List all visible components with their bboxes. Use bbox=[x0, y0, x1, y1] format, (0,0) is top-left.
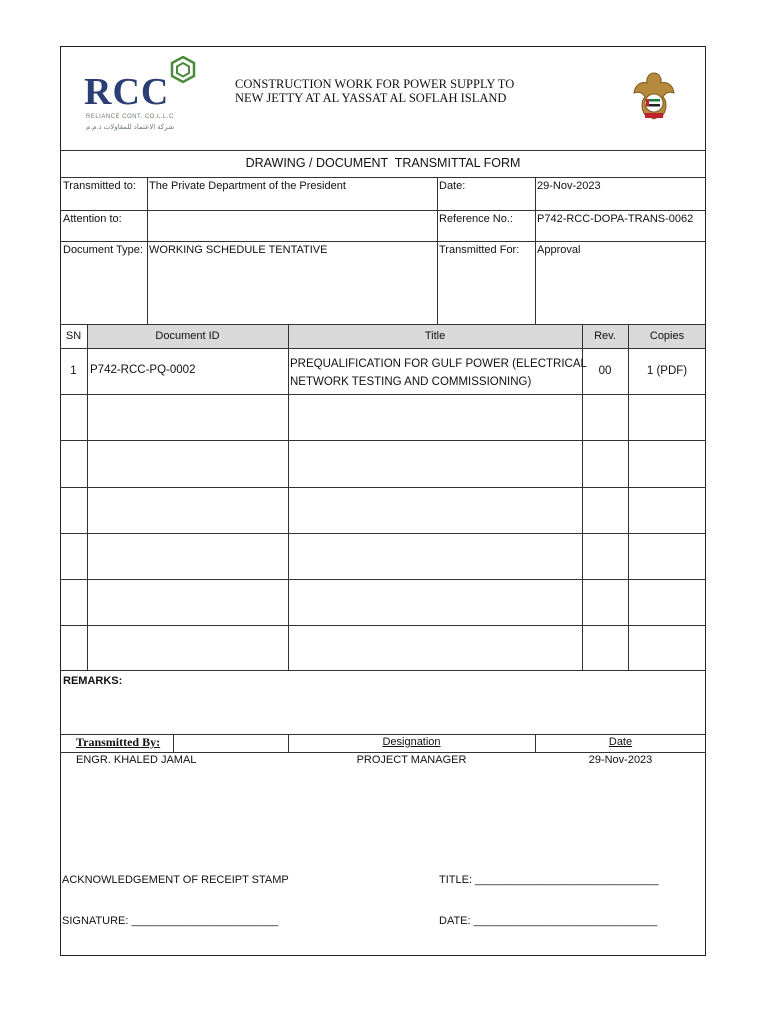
rule-info-2 bbox=[60, 241, 706, 242]
form-title: DRAWING / DOCUMENT TRANSMITTAL FORM bbox=[245, 156, 521, 170]
designation-value: PROJECT MANAGER bbox=[356, 754, 467, 766]
logo-text: RCC bbox=[84, 71, 170, 113]
logo-emblem-icon bbox=[170, 56, 196, 86]
project-title bbox=[235, 77, 514, 105]
transmitted-by-label: Transmitted By: bbox=[76, 735, 161, 749]
transmitted-for-label: Transmitted For: bbox=[439, 244, 520, 256]
ack-date-field: DATE: ______________________________ bbox=[439, 915, 658, 927]
rule-info-v1 bbox=[147, 177, 148, 324]
rule-signoff-v1 bbox=[173, 734, 174, 752]
ack-stamp-label: ACKNOWLEDGEMENT OF RECEIPT STAMP bbox=[62, 874, 289, 886]
row-document-id: P742-RCC-PQ-0002 bbox=[90, 364, 196, 376]
col-header-document-id: Document ID bbox=[155, 330, 220, 342]
remarks-label: REMARKS: bbox=[63, 675, 123, 687]
rule-row-6 bbox=[60, 625, 706, 626]
col-header-title: Title bbox=[424, 330, 446, 342]
rule-info-v2 bbox=[437, 177, 438, 324]
row-rev: 00 bbox=[598, 365, 612, 377]
uae-emblem-icon bbox=[631, 69, 677, 121]
transmitted-by-name: ENGR. KHALED JAMAL bbox=[76, 754, 197, 766]
rule-table-v2 bbox=[288, 324, 289, 670]
ack-signature-field: SIGNATURE: ________________________ bbox=[62, 915, 279, 927]
rule-row-3 bbox=[60, 487, 706, 488]
rule-row-4 bbox=[60, 533, 706, 534]
row-title-line1: PREQUALIFICATION FOR GULF POWER (ELECTRICAL bbox=[290, 358, 587, 370]
document-type-label: Document Type: bbox=[63, 244, 143, 256]
project-title-line1: CONSTRUCTION WORK FOR POWER SUPPLY TO bbox=[235, 77, 515, 91]
row-copies: 1 (PDF) bbox=[646, 365, 688, 377]
transmitted-to-value: The Private Department of the President bbox=[149, 180, 346, 192]
reference-label: Reference No.: bbox=[439, 213, 513, 225]
col-header-sn: SN bbox=[65, 330, 82, 342]
rule-title-bottom bbox=[60, 177, 706, 178]
row-sn: 1 bbox=[70, 365, 77, 377]
signoff-date-value: 29-Nov-2023 bbox=[588, 754, 653, 766]
document-type-value: WORKING SCHEDULE TENTATIVE bbox=[149, 244, 328, 256]
rule-signoff-header bbox=[60, 752, 706, 753]
logo-subtitle-en: RELIANCE CONT. CO.L.L.C bbox=[86, 114, 174, 120]
rule-header-bottom bbox=[60, 150, 706, 151]
ack-title-field: TITLE: ______________________________ bbox=[439, 874, 659, 886]
rule-table-v1 bbox=[87, 324, 88, 670]
logo-subtitle-ar: شركة الاعتماد للمقاولات ذ.م.م bbox=[86, 124, 174, 131]
rule-info-v3 bbox=[535, 177, 536, 324]
designation-label: Designation bbox=[382, 736, 441, 748]
row-title-line2: NETWORK TESTING AND COMMISSIONING) bbox=[290, 376, 532, 388]
col-header-copies: Copies bbox=[649, 330, 685, 342]
rule-table-header bbox=[60, 348, 706, 349]
transmitted-to-label: Transmitted to: bbox=[63, 180, 136, 192]
transmitted-for-value: Approval bbox=[537, 244, 581, 256]
company-logo bbox=[84, 56, 204, 136]
reference-value: P742-RCC-DOPA-TRANS-0062 bbox=[537, 213, 694, 225]
project-title-line2: NEW JETTY AT AL YASSAT AL SOFLAH ISLAND bbox=[235, 91, 507, 105]
signoff-date-label: Date bbox=[608, 736, 633, 748]
rule-row-5 bbox=[60, 579, 706, 580]
date-label: Date: bbox=[439, 180, 466, 192]
rule-info-1 bbox=[60, 210, 706, 211]
rule-row-1 bbox=[60, 394, 706, 395]
rule-row-7 bbox=[60, 670, 706, 671]
col-header-rev: Rev. bbox=[594, 330, 616, 342]
rule-row-2 bbox=[60, 440, 706, 441]
attention-label: Attention to: bbox=[63, 213, 122, 225]
date-value: 29-Nov-2023 bbox=[537, 180, 601, 192]
